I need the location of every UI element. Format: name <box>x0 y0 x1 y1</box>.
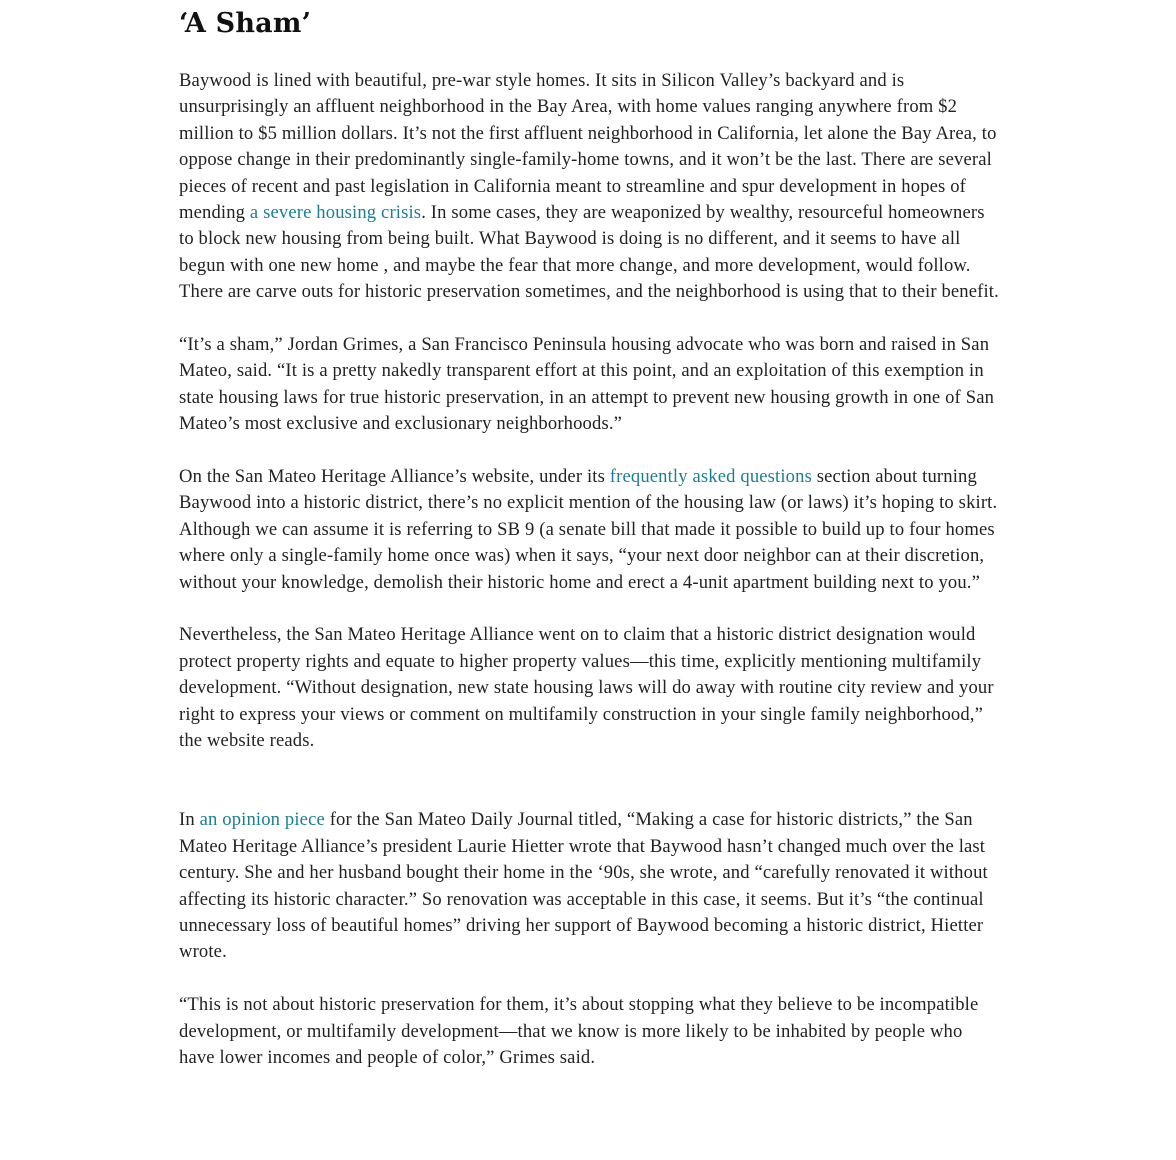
paragraph-designation-claim: Nevertheless, the San Mateo Heritage Alliance went on to claim that a historic district designation would protect property rights and equate to higher property values—this time, explicitly mentioning multifamily development. “Without designation, new state housing laws will do away with routine city review and your right to express your views or comment on multifamily construction in your single family neighborhood,” the website reads. <box>179 624 994 752</box>
paragraph-baywood-intro <box>179 68 999 306</box>
paragraph-heritage-alliance-faq <box>179 464 999 596</box>
paragraph-text: section about turning Baywood into a historic district, there’s no explicit mention of the housing law (or laws) it’s hoping to skirt. Although we can assume it is referring to SB 9 (a senate bill that made it possible to build up to four homes where only a single-family home once was) when it says, “your next door neighbor can at their discretion, without your knowledge, demolish their historic home and erect a 4-unit apartment building next to you.” <box>179 466 998 593</box>
link-opinion-piece[interactable]: an opinion piece <box>199 809 325 831</box>
paragraph-text: for the San Mateo Daily Journal titled, “Making a case for historic districts,” the San Mateo Heritage Alliance’s president Laurie Hietter wrote that Baywood hasn’t changed much over the last century. She and her husband bought their home in the ‘90s, she wrote, and “carefully renovated it without affecting its historic character.” So renovation was acceptable in this case, it seems. But it’s “the continual unnecessary loss of beautiful homes” driving her support of Baywood becoming a historic district, Hietter wrote. <box>179 809 988 963</box>
paragraph-grimes-closing: “This is not about historic preservation for them, it’s about stopping what they believe to be incompatible development, or multifamily development—that we know is more likely to be inhabited by people who have lower incomes and people of color,” Grimes said. <box>179 994 979 1068</box>
article-body <box>179 0 999 1098</box>
paragraph-text: Baywood is lined with beautiful, pre-war style homes. It sits in Silicon Valley’s backyard and is unsurprisingly an affluent neighborhood in the Bay Area, with home values ranging anywhere from $2 million to $5 million dollars. It’s not the first affluent neighborhood in California, let alone the Bay Area, to oppose change in their predominantly single-family-home towns, and it won’t be the last. There are several pieces of recent and past legislation in California meant to streamline and spur development in hopes of mending <box>179 70 997 224</box>
link-frequently-asked-questions[interactable]: frequently asked questions <box>609 466 812 488</box>
link-severe-housing-crisis[interactable]: a severe housing crisis <box>249 202 422 224</box>
paragraph-opinion-piece <box>179 807 999 965</box>
paragraph-text: On the San Mateo Heritage Alliance’s website, under its <box>179 466 610 488</box>
paragraph-text: In <box>179 809 200 831</box>
paragraph-grimes-quote: “It’s a sham,” Jordan Grimes, a San Francisco Peninsula housing advocate who was born and raised in San Mateo, said. “It is a pretty nakedly transparent effort at this point, and an exploitation of this exemption in state housing laws for true historic preservation, in an attempt to prevent new housing growth in one of San Mateo’s most exclusive and exclusionary neighborhoods.” <box>179 334 995 435</box>
paragraph-text: . In some cases, they are weaponized by wealthy, resourceful homeowners to block new housing from being built. What Baywood is doing is no different, and it seems to have all begun with one new home , and maybe the fear that more change, and more development, would follow. There are carve outs for historic preservation sometimes, and the neighborhood is using that to their benefit. <box>179 202 999 303</box>
section-heading: ‘A Sham’ <box>179 8 312 39</box>
